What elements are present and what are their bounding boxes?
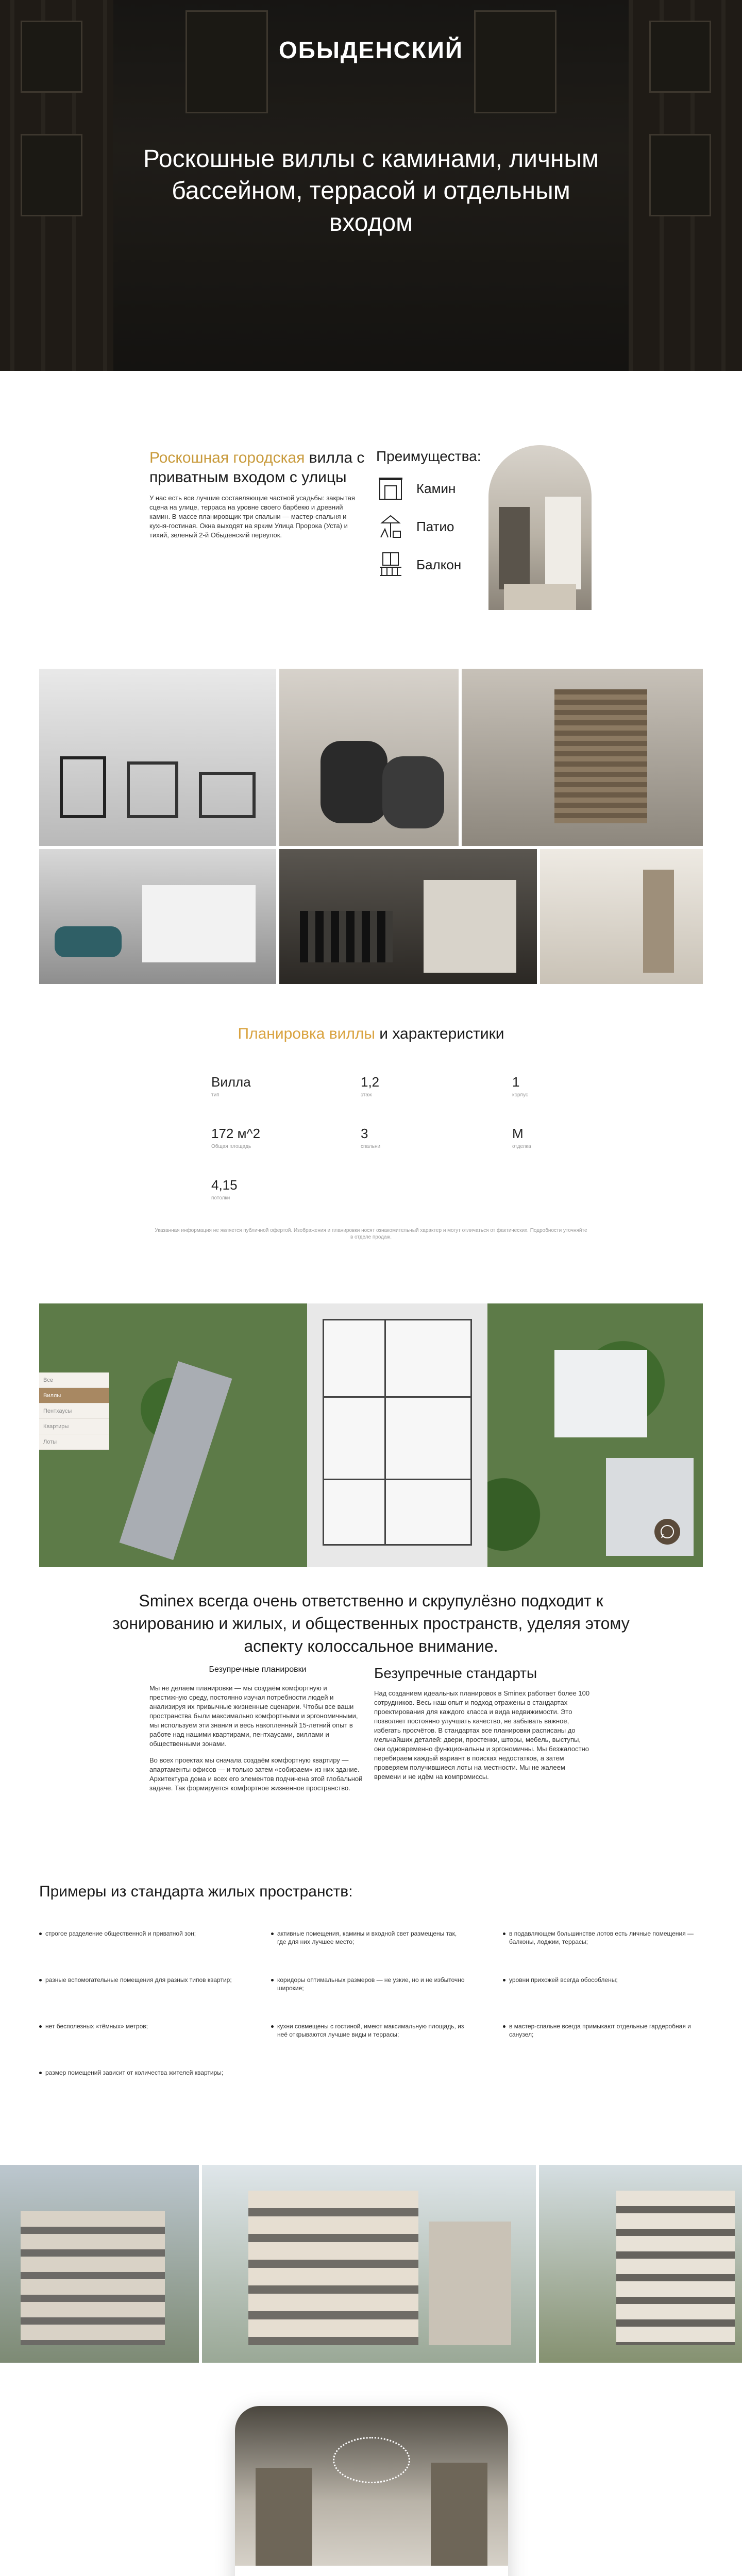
stat-label: отделка: [512, 1144, 531, 1149]
stat-label: спальни: [361, 1144, 381, 1149]
patio-icon: [376, 512, 405, 541]
interior-floor: [504, 584, 576, 610]
examples-title: Примеры из стандарта жилых пространств:: [39, 1883, 353, 1900]
examples-list: [39, 1929, 703, 2110]
stat-area: [211, 1126, 314, 1149]
storage-room-photo[interactable]: [462, 669, 703, 846]
exterior-panorama: [0, 2165, 742, 2363]
legend-item[interactable]: Квартиры: [39, 1419, 109, 1434]
interior-arch-image: [488, 445, 592, 610]
stat-label: корпус: [512, 1092, 528, 1098]
exterior-photo[interactable]: [0, 2165, 199, 2363]
plan-stats: [211, 1074, 531, 1201]
advantage-label: Балкон: [416, 556, 462, 572]
amenities-gallery: [39, 669, 703, 984]
intro-heading: [149, 448, 366, 487]
advantages: [376, 448, 490, 588]
legend-item[interactable]: Лоты: [39, 1434, 109, 1450]
legend-item[interactable]: Пентхаусы: [39, 1403, 109, 1419]
flawless-plans-title: Безупречные планировки: [209, 1665, 307, 1674]
intro-text: У нас есть все лучшие составляющие частной усадьбы: закрытая сцена на улице, терраса на уровне своего барбекю и древний камин. В массе планировщик три спальни — мастер-спальня и кухня-гостиная. Окна выходят на ярким Улица Пророка (Уста) и тихий, зеленый 2-й Обыденский переулок.: [149, 494, 355, 539]
site-logo[interactable]: ОБЫДЕНСКИЙ: [279, 37, 463, 63]
list-item: нет бесполезных «тёмных» метров;: [39, 2022, 235, 2030]
list-item: кухни совмещены с гостиной, имеют максимальную площадь, из неё открываются лучшие виды и террасы;: [271, 2022, 467, 2039]
parking-photo[interactable]: [39, 849, 276, 984]
zoning-statement: Sminex всегда очень ответственно и скрупулёзно подходит к зонированию и жилых, и общественных пространств, уделяя этому аспекту колоссальное внимание.: [112, 1591, 630, 1655]
stat-type: [211, 1074, 314, 1098]
list-item: размер помещений зависит от количества жителей квартиры;: [39, 2069, 235, 2077]
plan-disclaimer: Указанная информация не является публичной офертой. Изображения и планировки носят ознакомительный характер и могут отличаться от фактических. Подробности уточняйте в отделе продаж.: [155, 1228, 587, 1240]
balcony-icon: [376, 550, 405, 579]
stat-label: этаж: [361, 1092, 372, 1098]
stat-value: 1,2: [361, 1074, 380, 1090]
stat-value: 1: [512, 1074, 520, 1090]
stat-label: тип: [211, 1092, 220, 1098]
list-item: в подавляющем большинстве лотов есть личные помещения — балконы, лоджии, террасы;: [503, 1929, 699, 1946]
plan-title-rest: и характеристики: [375, 1025, 504, 1042]
flawless-plans: [149, 1665, 366, 1800]
intro-section: [149, 448, 603, 613]
list-item: разные вспомогательные помещения для разных типов квартир;: [39, 1976, 235, 1984]
intro-heading-accent: Роскошная городская: [149, 449, 305, 466]
flawless-standards-text: Над созданием идеальных планировок в Sminex работает более 100 сотрудников. Весь наш опыт и подход отражены в стандартах проектирования для каждого класса и вида недвижимости. Это позволяет постоянно улучшать качество, не забывать важное, избегать просчётов. В стандартах все планировки расписаны до мельчайших деталей: двери, простенки, шторы, мебель, выступы, они одновременно функциональны и эргономичны. Мы безжалостно перебираем каждый вариант в поисках недостатков, а затем проверяем получившиеся лоты на местности. Мы не жалеем времени и не идём на компромиссы.: [374, 1689, 590, 1781]
map-legend: [39, 1372, 109, 1450]
list-item: в мастер-спальне всегда примыкают отдельные гардеробная и санузел;: [503, 2022, 699, 2039]
flawless-plans-text: Мы не делаем планировки — мы создаём комфортную и престижную среду, постоянно изучая потребности людей и анализируя их привычные жизненные сценарии. Чтобы все ваши пространства были максимально комфортными и эргономичными, мы используем эти знания и весь накопленный 15-летний опыт в работе над нашими квартирами, пентхаусами, виллами и общественными зонами.: [149, 1684, 358, 1748]
site-map[interactable]: [39, 1303, 703, 1567]
contact-form: [235, 2406, 508, 2576]
stat-label: Общая площадь: [211, 1144, 251, 1149]
legend-item-active[interactable]: Виллы: [39, 1388, 109, 1403]
lobby-image: [235, 2406, 508, 2566]
hero-section: [0, 0, 742, 371]
exterior-photo[interactable]: [539, 2165, 742, 2363]
interior-cabinet: [499, 507, 530, 589]
gym-photo[interactable]: [39, 669, 276, 846]
advantage-item: [376, 550, 490, 579]
stat-label: потолки: [211, 1195, 230, 1201]
villa-floorplan[interactable]: [307, 1303, 487, 1567]
stat-value: 172 м^2: [211, 1126, 261, 1141]
gym-weights-photo[interactable]: [279, 849, 537, 984]
stat-value: Вилла: [211, 1074, 251, 1090]
flawless-standards-title: Безупречные стандарты: [374, 1665, 537, 1681]
interior-doorway: [545, 497, 581, 589]
stat-building: [512, 1074, 615, 1098]
plan-title: [0, 1025, 742, 1043]
list-item: уровни прихожей всегда обособлены;: [503, 1976, 699, 1984]
whatsapp-icon: [654, 1519, 680, 1545]
whatsapp-button[interactable]: [654, 1519, 680, 1545]
stat-value: 3: [361, 1126, 368, 1141]
advantage-label: Патио: [416, 518, 454, 534]
plan-title-accent: Планировка виллы: [238, 1025, 375, 1042]
exterior-photo[interactable]: [202, 2165, 536, 2363]
map-building: [606, 1458, 694, 1556]
hero-title: Роскошные виллы с каминами, личным бассейном, террасой и отдельным входом: [143, 145, 599, 236]
advantage-item: [376, 512, 490, 541]
advantage-item: [376, 474, 490, 503]
fireplace-icon: [376, 474, 405, 503]
stat-finish: [512, 1126, 615, 1149]
advantages-title: Преимущества:: [376, 448, 481, 464]
legend-item[interactable]: Все: [39, 1372, 109, 1388]
stat-value: M: [512, 1126, 524, 1141]
stat-value: 4,15: [211, 1177, 238, 1193]
stat-ceilings: [211, 1177, 314, 1201]
intro-heading-rest: вилла с приватным входом с улицы: [149, 449, 365, 486]
list-item: коридоры оптимальных размеров — не узкие, но и не избыточно широкие;: [271, 1976, 467, 1992]
stat-floor: [361, 1074, 464, 1098]
map-building: [554, 1350, 647, 1437]
list-item: активные помещения, камины и входной свет размещены так, где для них лучшее место;: [271, 1929, 467, 1946]
corridor-photo[interactable]: [540, 849, 703, 984]
stroller-room-photo[interactable]: [279, 669, 459, 846]
stat-bedrooms: [361, 1126, 464, 1149]
advantage-label: Камин: [416, 480, 456, 496]
flawless-standards: [374, 1665, 591, 1782]
flawless-plans-text: Во всех проектах мы сначала создаём комфортную квартиру — апартаменты офисов — и только затем «собираем» из них здание. Архитектура дома и всех его элементов подчинена этой глобальной задаче. Так формируется комфортное жизненное пространство.: [149, 1756, 363, 1792]
list-item: строгое разделение общественной и приватной зон;: [39, 1929, 235, 1938]
